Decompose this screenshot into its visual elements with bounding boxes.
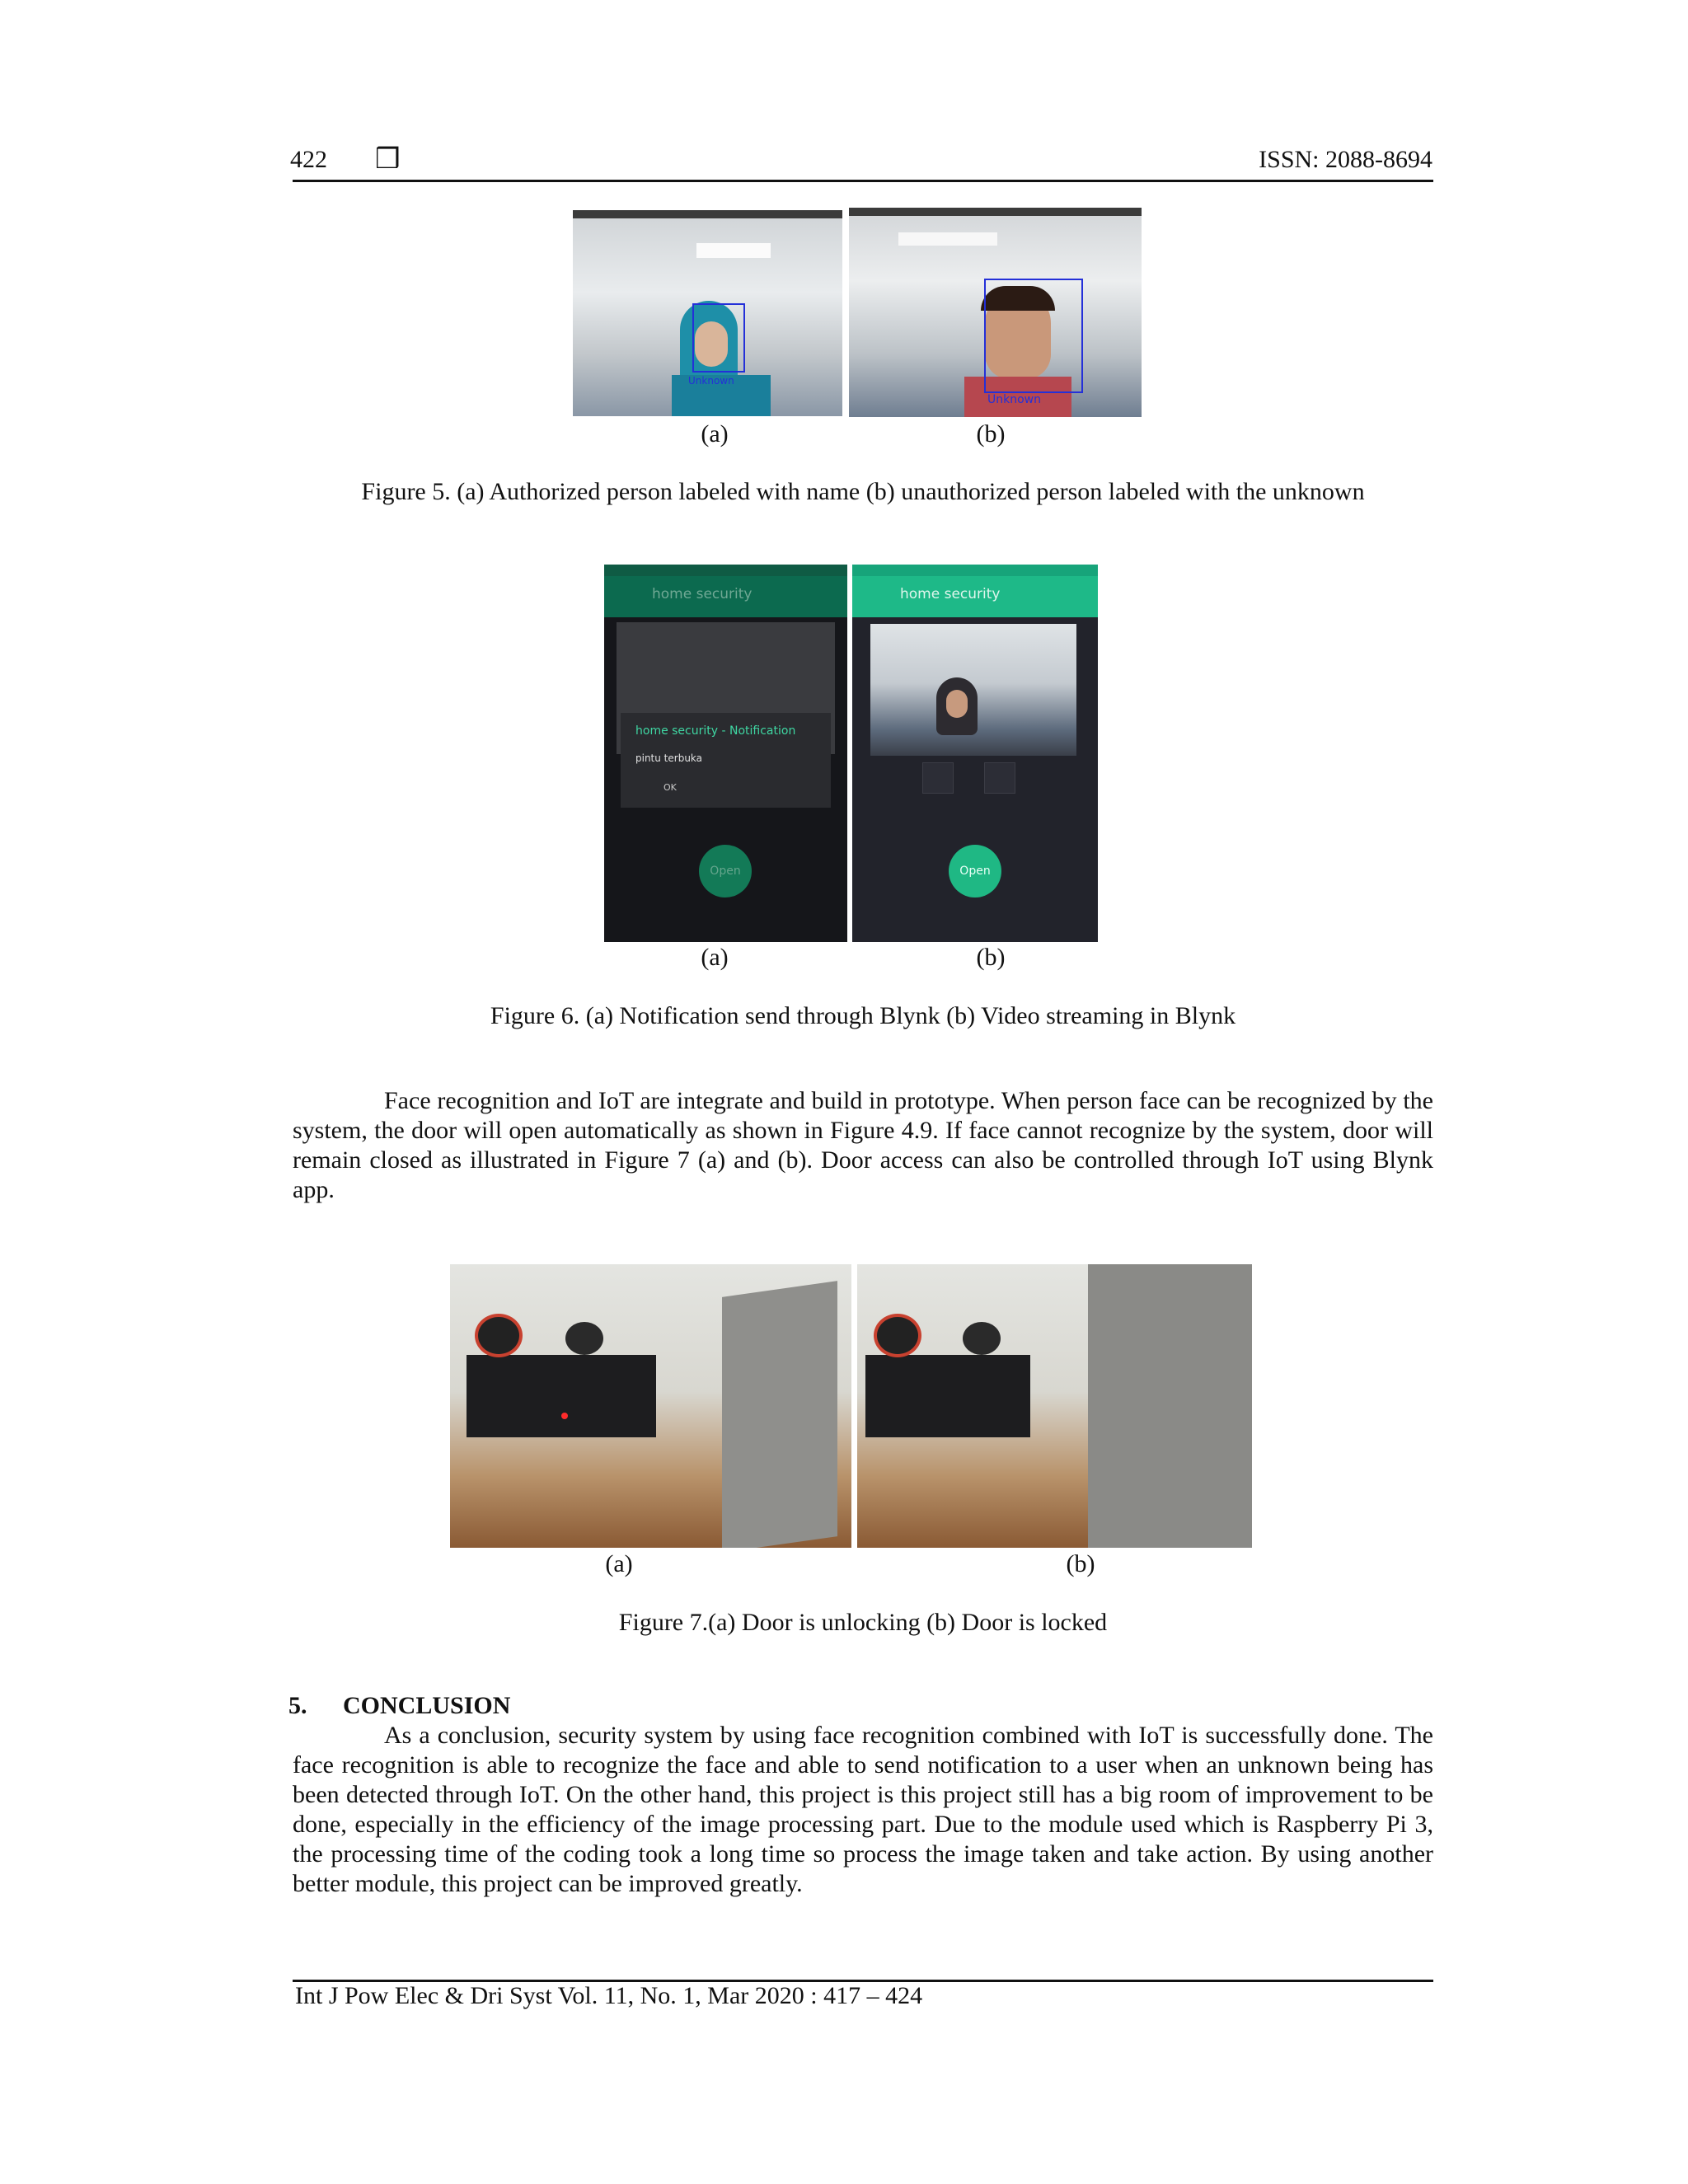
section-number: 5.: [288, 1692, 307, 1719]
figure5a-image: [573, 210, 842, 416]
figure5-caption: Figure 5. (a) Authorized person labeled with name (b) unauthorized person labeled with the unknown: [361, 478, 1365, 505]
header-rule: [293, 180, 1433, 182]
body-paragraph: [293, 1086, 1433, 1205]
figure6-subcaption-a: (a): [701, 944, 729, 971]
figure6a-open-button[interactable]: Open: [699, 845, 752, 898]
notification-title: home security - Notification: [635, 724, 796, 738]
box-icon: ❒: [375, 144, 401, 175]
figure7-subcaption-b: (b): [1066, 1550, 1095, 1577]
figure5b-label: Unknown: [987, 393, 1041, 406]
figure6a-app-title: home security: [652, 586, 753, 602]
figure6b-phone-screen: [852, 565, 1098, 942]
notification-dialog: [621, 713, 831, 808]
figure7-subcaption-a: (a): [605, 1550, 633, 1577]
figure7-caption: Figure 7.(a) Door is unlocking (b) Door is locked: [618, 1609, 1108, 1636]
section-heading: CONCLUSION: [343, 1692, 511, 1719]
figure5-subcaption-b: (b): [976, 420, 1006, 448]
notification-body: pintu terbuka: [635, 752, 703, 764]
conclusion-paragraph: [293, 1721, 1433, 1899]
notification-ok-button[interactable]: OK: [663, 782, 677, 793]
figure6-subcaption-b: (b): [976, 944, 1006, 971]
figure7b-image: [857, 1264, 1252, 1548]
figure6b-app-title: home security: [900, 586, 1001, 602]
footer-citation: Int J Pow Elec & Dri Syst Vol. 11, No. 1, Mar 2020 : 417 – 424: [295, 1982, 923, 2009]
body-paragraph-text: Face recognition and IoT are integrate and build in prototype. When person face can be recognized by the system, the door will open automatically as shown in Figure 4.9. If face cannot recognize by the system, door will remain closed as illustrated in Figure 7 (a) and (b). Door access can also be controlled through IoT using Blynk app.: [293, 1087, 1433, 1203]
figure6b-open-button[interactable]: Open: [949, 845, 1001, 898]
page-number: 422: [290, 146, 327, 173]
video-stream: [870, 624, 1076, 756]
figure5b-image: [849, 208, 1142, 417]
figure6a-phone-screen: [604, 565, 847, 942]
conclusion-text: As a conclusion, security system by using face recognition combined with IoT is successfully done. The face recognition is able to recognize the face and able to send notification to a user when an unknown being has been detected through IoT. On the other hand, this project is this project still has a big room of improvement to be done, especially in the efficiency of the image processing part. Due to the module used which is Raspberry Pi 3, the processing time of the coding took a long time so process the image taken and take action. By using another better module, this project can be improved greatly.: [293, 1722, 1433, 1897]
switch-icon[interactable]: [984, 762, 1015, 794]
issn: ISSN: 2088-8694: [1259, 146, 1432, 173]
figure5-subcaption-a: (a): [701, 420, 729, 448]
figure5a-label: Unknown: [688, 375, 734, 387]
figure6-caption: Figure 6. (a) Notification send through Blynk (b) Video streaming in Blynk: [490, 1002, 1236, 1029]
camera-icon[interactable]: [922, 762, 954, 794]
figure7a-image: [450, 1264, 851, 1548]
